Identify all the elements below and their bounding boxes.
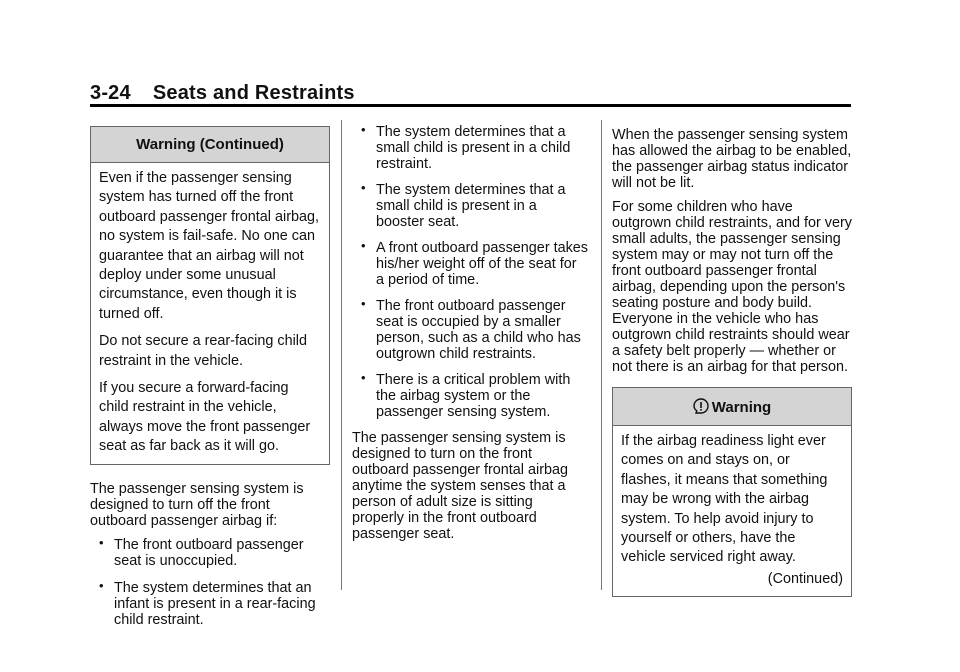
intro-paragraph: The passenger sensing system is designed to turn off the front outboard passenger airbag if: [90,480,304,529]
column-divider [601,120,602,590]
bullet-icon: • [361,370,366,385]
warning-box-body [91,163,329,464]
list-item: • The system determines that a small child is present in a child restraint. [361,122,571,172]
warning-box-title: Warning (Continued) [91,127,329,163]
body-paragraph: When the passenger sensing system has allowed the airbag to be enabled, the passenger airbag status indicator will not be lit. [612,127,852,191]
warning-box [612,387,852,597]
column-2 [352,124,588,548]
page-header [90,82,355,105]
body-paragraph: The passenger sensing system is designed to turn on the front outboard passenger frontal airbag anytime the system senses that a person of adult size is sitting properly in the front outboard passenger seat. [352,430,569,542]
bullet-list [90,534,330,628]
bullet-icon: • [361,180,366,195]
warning-box-title [613,388,851,426]
bullet-icon: • [99,577,104,593]
section-title: Seats and Restraints [152,82,355,104]
warning-continued-box [90,126,330,465]
warning-title-text: Warning [711,399,772,416]
bullet-icon: • [361,238,366,253]
warning-paragraph: Do not secure a rear-facing child restraint in the vehicle. [99,333,307,369]
column-divider [341,120,342,590]
warning-paragraph: If you secure a forward-facing child restraint in the vehicle, always move the front passenger seat as far back as it will go. [99,380,311,455]
warning-paragraph: Even if the passenger sensing system has turned off the front outboard passenger frontal airbag, no system is fail-safe. No one can guarantee that an airbag will not deploy under some unusual circumstance, even though it is turned off. [99,170,320,322]
continued-label: (Continued) [767,570,843,587]
column-3 [612,127,852,613]
list-item: • The front outboard passenger seat is occupied by a smaller person, such as a child who has outgrown child restraints. [361,296,581,362]
page-number: 3-24 [90,82,131,104]
list-item: • The system determines that an infant is present in a rear-facing child restraint. [99,577,316,628]
list-item: • There is a critical problem with the airbag system or the passenger sensing system. [361,370,571,420]
bullet-icon: • [361,122,366,137]
warning-paragraph: If the airbag readiness light ever comes on and stays on, or flashes, it means that something may be wrong with the airbag system. To help avoid injury to yourself or others, have the vehicle serviced right away. [621,433,828,566]
list-item: • The system determines that a small child is present in a booster seat. [361,180,566,230]
bullet-list [352,124,588,420]
list-item: • The front outboard passenger seat is unoccupied. [99,534,304,569]
bullet-icon: • [361,296,366,311]
warning-box-body [613,426,851,596]
column-1 [90,126,330,639]
header-rule [90,104,851,107]
bullet-icon: • [99,534,104,550]
body-paragraph: For some children who have outgrown child restraints, and for very small adults, the passenger sensing system may or may not turn off the front outboard passenger frontal airbag, depending upon the person's seating posture and body build. Everyone in the vehicle who has outgrown child restraints should wear a safety belt properly — whether or not there is an airbag for that person. [612,199,852,375]
list-item: • A front outboard passenger takes his/her weight off of the seat for a period of time. [361,238,589,288]
warning-icon [693,398,709,414]
